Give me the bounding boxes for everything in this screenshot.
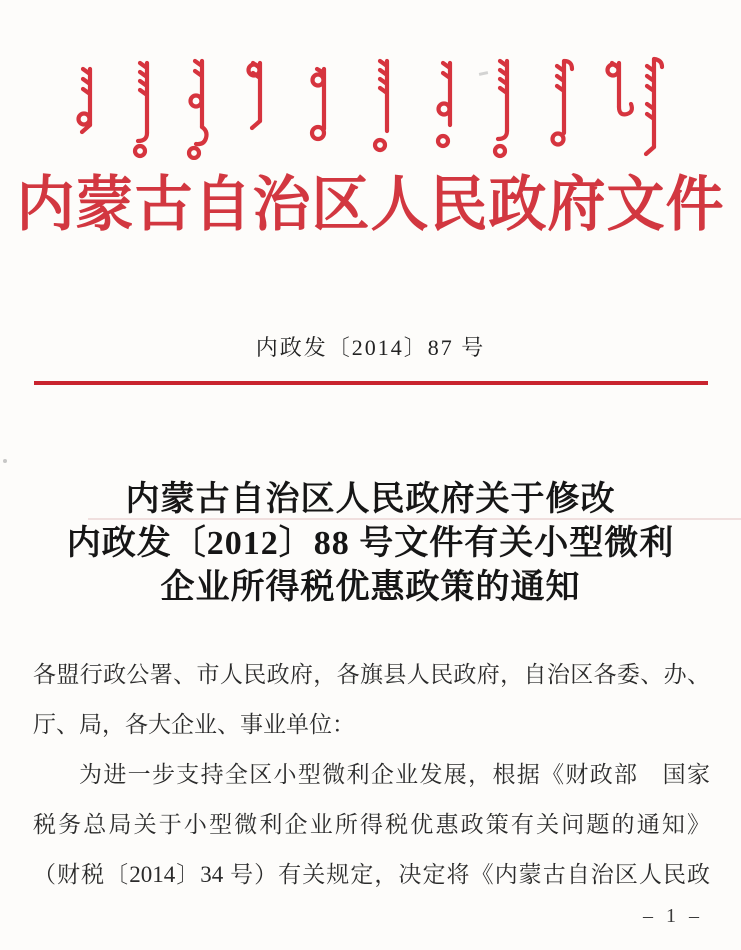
document-title-line: 企业所得税优惠政策的通知 — [160, 569, 581, 606]
mongolian-word — [646, 59, 662, 154]
mongolian-word — [248, 63, 260, 128]
mongolian-word — [438, 63, 450, 146]
body-line: 税务总局关于小型微利企业所得税优惠政策有关问题的通知》 — [33, 812, 710, 837]
body-line: （财税〔2014〕34 号）有关规定，决定将《内蒙古自治区人民政 — [33, 862, 710, 887]
scan-artifact-line — [88, 518, 741, 520]
document-number: 内政发〔2014〕87 号 — [255, 335, 486, 360]
mongolian-word — [189, 61, 207, 158]
mongolian-word — [135, 63, 147, 156]
document-body — [33, 650, 710, 900]
document-title — [0, 478, 741, 610]
page-number: – 1 – — [643, 905, 703, 927]
mongolian-word — [312, 69, 324, 139]
document-title-line: 内政发〔2012〕88 号文件有关小型微利 — [66, 525, 675, 562]
scan-artifact-dot — [3, 459, 7, 463]
letterhead-org-title: 内蒙古自治区人民政府文件 — [16, 170, 725, 239]
mongolian-word — [375, 61, 387, 150]
body-line: 为进一步支持全区小型微利企业发展，根据《财政部 国家 — [79, 762, 710, 787]
mongolian-word — [495, 61, 507, 156]
document-title-line: 内蒙古自治区人民政府关于修改 — [125, 481, 616, 518]
recipient-line: 各盟行政公署、市人民政府，各旗县人民政府，自治区各委、办、 — [33, 662, 710, 687]
red-divider-line — [34, 381, 708, 385]
recipient-line: 厅、局，各大企业、事业单位： — [33, 712, 355, 737]
mongolian-word — [78, 69, 90, 132]
mongolian-word — [552, 61, 572, 145]
mongolian-script — [71, 54, 671, 160]
mongolian-word — [607, 63, 631, 114]
